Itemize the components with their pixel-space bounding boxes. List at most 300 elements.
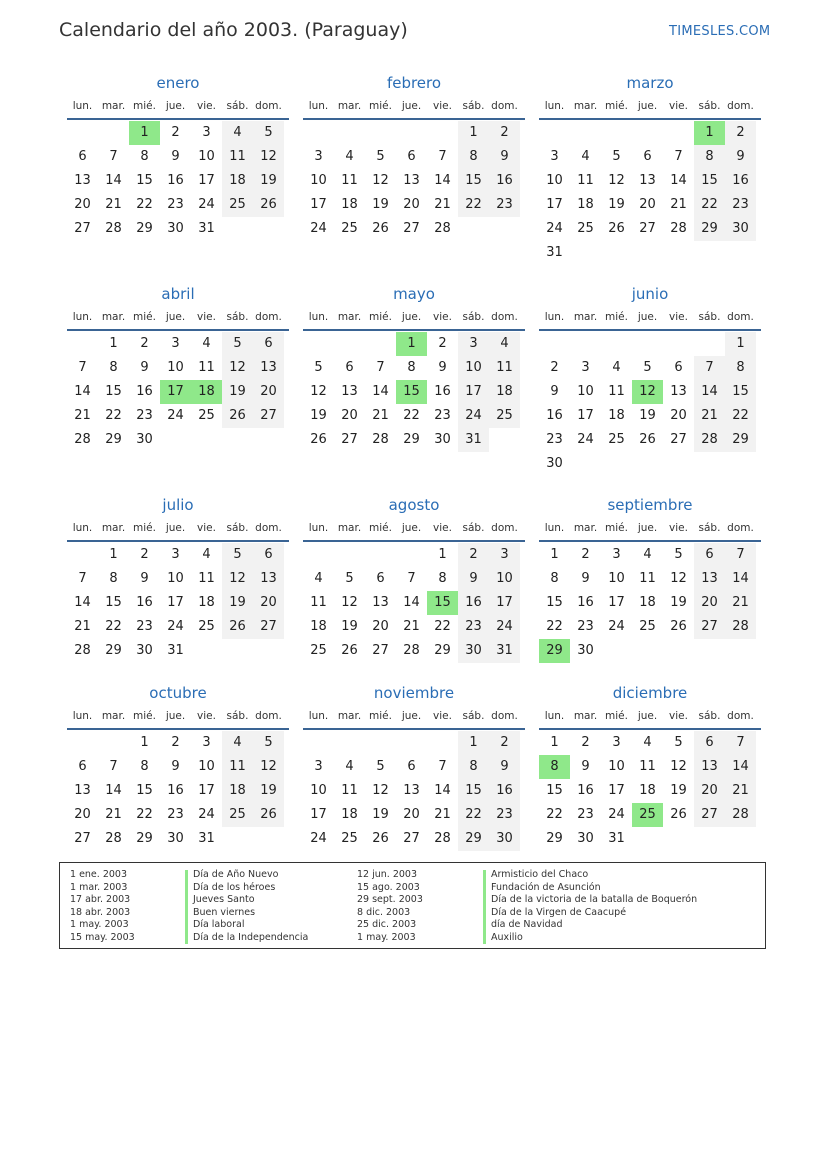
day-cell: 4 bbox=[643, 735, 652, 750]
empty-cell bbox=[365, 731, 396, 755]
weekday-label: mié. bbox=[133, 311, 156, 323]
month-noviembre bbox=[303, 682, 525, 851]
day-cell: 13 bbox=[74, 173, 91, 188]
empty-cell bbox=[539, 121, 570, 145]
day-cell: 17 bbox=[546, 197, 563, 212]
day-cell: 4 bbox=[222, 731, 253, 755]
day-cell: 10 bbox=[167, 571, 184, 586]
legend-color-bar bbox=[185, 870, 188, 944]
week-row bbox=[539, 543, 761, 567]
empty-cell bbox=[694, 452, 725, 476]
day-cell: 19 bbox=[608, 197, 625, 212]
empty-cell bbox=[365, 121, 396, 145]
day-cell: 12 bbox=[310, 384, 327, 399]
day-cell: 7 bbox=[407, 571, 416, 586]
day-cell: 31 bbox=[608, 831, 625, 846]
day-cell: 12 bbox=[253, 755, 284, 779]
weekday-label: vie. bbox=[197, 522, 216, 534]
header-divider bbox=[303, 118, 525, 120]
week-row bbox=[303, 779, 525, 803]
week-row bbox=[67, 428, 289, 452]
day-cell: 5 bbox=[674, 735, 683, 750]
day-cell: 7 bbox=[725, 543, 756, 567]
day-cell: 16 bbox=[167, 173, 184, 188]
day-cell: 3 bbox=[458, 332, 489, 356]
weekday-label: jue. bbox=[401, 710, 422, 722]
day-cell: 14 bbox=[434, 783, 451, 798]
day-cell: 1 bbox=[458, 731, 489, 755]
weekday-label: lun. bbox=[72, 100, 93, 112]
legend-date: 12 jun. 2003 bbox=[357, 869, 418, 880]
day-cell: 2 bbox=[438, 336, 447, 351]
day-cell: 11 bbox=[198, 571, 215, 586]
weekday-label: lun. bbox=[308, 311, 329, 323]
weekday-label: jue. bbox=[637, 100, 658, 112]
empty-cell bbox=[334, 543, 365, 567]
day-cell: 1 bbox=[438, 547, 447, 562]
week-row bbox=[539, 404, 761, 428]
day-cell: 6 bbox=[694, 543, 725, 567]
day-cell: 9 bbox=[140, 571, 149, 586]
empty-cell bbox=[601, 121, 632, 145]
weekday-label: vie. bbox=[197, 710, 216, 722]
month-julio bbox=[67, 494, 289, 663]
weekday-label: lun. bbox=[72, 311, 93, 323]
week-row bbox=[67, 332, 289, 356]
weekday-label: sáb. bbox=[462, 710, 485, 722]
empty-cell bbox=[725, 639, 756, 663]
day-cell: 1 bbox=[458, 121, 489, 145]
legend-date: 29 sept. 2003 bbox=[357, 894, 423, 905]
day-cell: 27 bbox=[253, 404, 284, 428]
week-row bbox=[303, 121, 525, 145]
day-cell: 17 bbox=[198, 783, 215, 798]
empty-cell bbox=[632, 639, 663, 663]
empty-cell bbox=[396, 543, 427, 567]
day-cell: 29 bbox=[546, 831, 563, 846]
day-cell: 6 bbox=[407, 149, 416, 164]
empty-cell bbox=[725, 241, 756, 265]
day-cell: 14 bbox=[403, 595, 420, 610]
weekday-label: vie. bbox=[433, 710, 452, 722]
day-cell: 9 bbox=[140, 360, 149, 375]
day-cell: 13 bbox=[670, 384, 687, 399]
day-cell: 24 bbox=[167, 408, 184, 423]
weekday-label: dom. bbox=[727, 311, 754, 323]
day-cell: 23 bbox=[458, 615, 489, 639]
day-cell: 12 bbox=[608, 173, 625, 188]
week-row bbox=[539, 452, 761, 476]
empty-cell bbox=[253, 827, 284, 851]
day-cell: 26 bbox=[253, 193, 284, 217]
legend-name: Día de la Independencia bbox=[193, 931, 309, 943]
header-divider bbox=[303, 728, 525, 730]
empty-cell bbox=[601, 241, 632, 265]
day-cell: 21 bbox=[725, 779, 756, 803]
header-divider bbox=[303, 329, 525, 331]
day-cell: 30 bbox=[458, 639, 489, 663]
header-divider bbox=[539, 329, 761, 331]
weekday-label: lun. bbox=[72, 710, 93, 722]
week-row bbox=[539, 121, 761, 145]
month-name: marzo bbox=[626, 74, 674, 92]
header-divider bbox=[67, 728, 289, 730]
day-cell: 4 bbox=[314, 571, 323, 586]
weekday-label: dom. bbox=[727, 522, 754, 534]
day-cell: 8 bbox=[109, 360, 118, 375]
day-cell: 10 bbox=[198, 149, 215, 164]
day-cell: 11 bbox=[310, 595, 327, 610]
empty-cell bbox=[98, 731, 129, 755]
day-cell: 17 bbox=[310, 807, 327, 822]
day-cell: 27 bbox=[694, 803, 725, 827]
day-cell: 9 bbox=[581, 759, 590, 774]
brand-link[interactable]: TIMESLES.COM bbox=[669, 24, 771, 39]
day-cell: 28 bbox=[670, 221, 687, 236]
empty-cell bbox=[396, 121, 427, 145]
weekday-label: mar. bbox=[101, 522, 126, 534]
day-cell: 14 bbox=[725, 567, 756, 591]
empty-cell bbox=[694, 241, 725, 265]
weekday-header bbox=[67, 306, 289, 328]
day-cell: 14 bbox=[372, 384, 389, 399]
empty-cell bbox=[725, 827, 756, 851]
weekday-label: dom. bbox=[491, 311, 518, 323]
day-cell: 20 bbox=[694, 779, 725, 803]
day-cell: 5 bbox=[253, 731, 284, 755]
month-marzo bbox=[539, 72, 761, 265]
empty-cell bbox=[663, 639, 694, 663]
month-septiembre bbox=[539, 494, 761, 663]
day-cell: 29 bbox=[105, 643, 122, 658]
weekday-label: sáb. bbox=[462, 522, 485, 534]
day-cell: 14 bbox=[74, 595, 91, 610]
weekday-label: vie. bbox=[669, 311, 688, 323]
day-cell: 29 bbox=[458, 827, 489, 851]
weekday-label: lun. bbox=[544, 522, 565, 534]
week-row bbox=[303, 803, 525, 827]
day-cell: 19 bbox=[222, 591, 253, 615]
day-cell: 18 bbox=[310, 619, 327, 634]
day-cell: 7 bbox=[376, 360, 385, 375]
day-cell: 16 bbox=[725, 169, 756, 193]
day-cell: 13 bbox=[403, 173, 420, 188]
weekday-label: vie. bbox=[197, 311, 216, 323]
legend-dates-right bbox=[357, 869, 423, 944]
empty-cell bbox=[427, 731, 458, 755]
week-row bbox=[67, 121, 289, 145]
day-cell: 15 bbox=[725, 380, 756, 404]
day-cell: 11 bbox=[198, 360, 215, 375]
month-agosto bbox=[303, 494, 525, 663]
day-cell: 20 bbox=[74, 807, 91, 822]
week-row bbox=[303, 827, 525, 851]
day-cell: 14 bbox=[105, 783, 122, 798]
day-cell: 26 bbox=[253, 803, 284, 827]
header-divider bbox=[67, 329, 289, 331]
day-cell: 3 bbox=[314, 759, 323, 774]
day-cell: 24 bbox=[458, 404, 489, 428]
empty-cell bbox=[253, 639, 284, 663]
week-row bbox=[539, 356, 761, 380]
empty-cell bbox=[570, 332, 601, 356]
empty-cell bbox=[694, 332, 725, 356]
weekday-label: jue. bbox=[165, 311, 186, 323]
weekday-label: vie. bbox=[433, 311, 452, 323]
day-cell: 31 bbox=[489, 639, 520, 663]
day-cell: 12 bbox=[222, 567, 253, 591]
weekday-label: mar. bbox=[573, 100, 598, 112]
day-cell: 6 bbox=[694, 731, 725, 755]
day-cell: 26 bbox=[608, 221, 625, 236]
day-cell: 25 bbox=[608, 432, 625, 447]
day-cell: 10 bbox=[198, 759, 215, 774]
day-cell: 12 bbox=[670, 571, 687, 586]
month-name: agosto bbox=[388, 496, 440, 514]
day-cell: 31 bbox=[458, 428, 489, 452]
legend-name: Fundación de Asunción bbox=[491, 881, 601, 893]
month-mayo bbox=[303, 283, 525, 452]
legend-date: 1 ene. 2003 bbox=[70, 869, 127, 880]
holiday-day-cell: 1 bbox=[396, 332, 427, 356]
day-cell: 8 bbox=[140, 759, 149, 774]
day-cell: 22 bbox=[105, 619, 122, 634]
weekday-label: jue. bbox=[165, 100, 186, 112]
day-cell: 4 bbox=[345, 149, 354, 164]
weekday-header bbox=[303, 95, 525, 117]
weekday-label: mar. bbox=[101, 710, 126, 722]
day-cell: 21 bbox=[694, 404, 725, 428]
day-cell: 13 bbox=[341, 384, 358, 399]
week-row bbox=[67, 615, 289, 639]
day-cell: 5 bbox=[345, 571, 354, 586]
legend-date: 25 dic. 2003 bbox=[357, 919, 417, 930]
day-cell: 4 bbox=[222, 121, 253, 145]
day-cell: 15 bbox=[458, 779, 489, 803]
day-cell: 15 bbox=[546, 783, 563, 798]
weekday-label: jue. bbox=[637, 522, 658, 534]
day-cell: 20 bbox=[74, 197, 91, 212]
day-cell: 4 bbox=[202, 547, 211, 562]
week-row bbox=[67, 731, 289, 755]
day-cell: 22 bbox=[403, 408, 420, 423]
month-name: septiembre bbox=[607, 496, 693, 514]
holiday-day-cell: 15 bbox=[396, 380, 427, 404]
week-row bbox=[303, 332, 525, 356]
day-cell: 22 bbox=[136, 807, 153, 822]
day-cell: 18 bbox=[198, 595, 215, 610]
empty-cell bbox=[191, 639, 222, 663]
weekday-label: dom. bbox=[491, 710, 518, 722]
week-row bbox=[67, 217, 289, 241]
day-cell: 22 bbox=[546, 619, 563, 634]
legend-name: Armisticio del Chaco bbox=[491, 869, 589, 880]
day-cell: 18 bbox=[222, 779, 253, 803]
day-cell: 28 bbox=[105, 221, 122, 236]
header-divider bbox=[539, 540, 761, 542]
day-cell: 3 bbox=[171, 547, 180, 562]
day-cell: 30 bbox=[136, 432, 153, 447]
day-cell: 14 bbox=[670, 173, 687, 188]
month-name: octubre bbox=[149, 684, 207, 702]
day-cell: 2 bbox=[171, 735, 180, 750]
week-row bbox=[67, 779, 289, 803]
week-row bbox=[303, 591, 525, 615]
empty-cell bbox=[67, 543, 98, 567]
week-row bbox=[303, 404, 525, 428]
weekday-label: mié. bbox=[605, 100, 628, 112]
day-cell: 18 bbox=[341, 807, 358, 822]
weekday-label: mar. bbox=[573, 311, 598, 323]
day-cell: 7 bbox=[78, 360, 87, 375]
header-divider bbox=[539, 728, 761, 730]
day-cell: 1 bbox=[109, 547, 118, 562]
day-cell: 17 bbox=[458, 380, 489, 404]
day-cell: 21 bbox=[725, 591, 756, 615]
empty-cell bbox=[303, 731, 334, 755]
day-cell: 5 bbox=[314, 360, 323, 375]
day-cell: 16 bbox=[489, 169, 520, 193]
holiday-day-cell: 15 bbox=[427, 591, 458, 615]
weekday-label: dom. bbox=[727, 100, 754, 112]
day-cell: 22 bbox=[725, 404, 756, 428]
empty-cell bbox=[253, 428, 284, 452]
day-cell: 23 bbox=[577, 619, 594, 634]
day-cell: 11 bbox=[639, 759, 656, 774]
week-row bbox=[67, 755, 289, 779]
week-row bbox=[67, 567, 289, 591]
weekday-label: sáb. bbox=[698, 100, 721, 112]
day-cell: 1 bbox=[725, 332, 756, 356]
day-cell: 17 bbox=[608, 595, 625, 610]
day-cell: 21 bbox=[403, 619, 420, 634]
legend-color-bar bbox=[483, 870, 486, 944]
day-cell: 8 bbox=[109, 571, 118, 586]
day-cell: 8 bbox=[550, 571, 559, 586]
day-cell: 21 bbox=[105, 807, 122, 822]
weekday-label: dom. bbox=[491, 100, 518, 112]
empty-cell bbox=[632, 827, 663, 851]
day-cell: 23 bbox=[725, 193, 756, 217]
month-name: noviembre bbox=[373, 684, 455, 702]
day-cell: 8 bbox=[458, 755, 489, 779]
day-cell: 18 bbox=[639, 595, 656, 610]
day-cell: 26 bbox=[222, 404, 253, 428]
week-row bbox=[539, 145, 761, 169]
day-cell: 19 bbox=[310, 408, 327, 423]
legend-name: Jueves Santo bbox=[193, 894, 255, 905]
weekday-label: lun. bbox=[544, 100, 565, 112]
month-octubre bbox=[67, 682, 289, 851]
holiday-day-cell: 1 bbox=[129, 121, 160, 145]
empty-cell bbox=[663, 827, 694, 851]
weekday-label: dom. bbox=[255, 522, 282, 534]
header-divider bbox=[67, 118, 289, 120]
weekday-header bbox=[67, 517, 289, 539]
day-cell: 18 bbox=[608, 408, 625, 423]
day-cell: 24 bbox=[310, 831, 327, 846]
weekday-label: jue. bbox=[401, 522, 422, 534]
day-cell: 27 bbox=[74, 221, 91, 236]
day-cell: 19 bbox=[253, 169, 284, 193]
day-cell: 3 bbox=[202, 735, 211, 750]
day-cell: 10 bbox=[489, 567, 520, 591]
day-cell: 2 bbox=[458, 543, 489, 567]
day-cell: 7 bbox=[438, 149, 447, 164]
day-cell: 25 bbox=[341, 831, 358, 846]
weekday-label: lun. bbox=[308, 522, 329, 534]
holiday-day-cell: 1 bbox=[694, 121, 725, 145]
weekday-label: jue. bbox=[165, 522, 186, 534]
day-cell: 21 bbox=[434, 197, 451, 212]
day-cell: 24 bbox=[167, 619, 184, 634]
day-cell: 19 bbox=[253, 779, 284, 803]
day-cell: 23 bbox=[546, 432, 563, 447]
day-cell: 29 bbox=[403, 432, 420, 447]
day-cell: 20 bbox=[341, 408, 358, 423]
day-cell: 8 bbox=[140, 149, 149, 164]
day-cell: 25 bbox=[222, 193, 253, 217]
day-cell: 26 bbox=[639, 432, 656, 447]
day-cell: 2 bbox=[489, 121, 520, 145]
month-name: febrero bbox=[386, 74, 442, 92]
weekday-label: vie. bbox=[433, 100, 452, 112]
week-row bbox=[539, 803, 761, 827]
empty-cell bbox=[489, 217, 520, 241]
weekday-label: mar. bbox=[337, 311, 362, 323]
day-cell: 7 bbox=[78, 571, 87, 586]
day-cell: 19 bbox=[670, 783, 687, 798]
day-cell: 7 bbox=[725, 731, 756, 755]
weekday-label: vie. bbox=[669, 100, 688, 112]
day-cell: 13 bbox=[74, 783, 91, 798]
week-row bbox=[67, 827, 289, 851]
week-row bbox=[67, 145, 289, 169]
weekday-header bbox=[67, 95, 289, 117]
day-cell: 7 bbox=[674, 149, 683, 164]
day-cell: 13 bbox=[253, 567, 284, 591]
empty-cell bbox=[303, 543, 334, 567]
day-cell: 20 bbox=[403, 197, 420, 212]
day-cell: 2 bbox=[140, 547, 149, 562]
day-cell: 10 bbox=[167, 360, 184, 375]
day-cell: 18 bbox=[222, 169, 253, 193]
day-cell: 27 bbox=[403, 831, 420, 846]
day-cell: 6 bbox=[674, 360, 683, 375]
week-row bbox=[303, 615, 525, 639]
day-cell: 3 bbox=[550, 149, 559, 164]
empty-cell bbox=[632, 452, 663, 476]
day-cell: 2 bbox=[550, 360, 559, 375]
day-cell: 17 bbox=[167, 595, 184, 610]
weekday-label: dom. bbox=[255, 311, 282, 323]
day-cell: 18 bbox=[639, 783, 656, 798]
week-row bbox=[303, 217, 525, 241]
weekday-label: sáb. bbox=[462, 100, 485, 112]
day-cell: 6 bbox=[643, 149, 652, 164]
header-divider bbox=[67, 540, 289, 542]
weekday-label: dom. bbox=[727, 710, 754, 722]
weekday-header bbox=[303, 517, 525, 539]
weekday-label: mié. bbox=[133, 710, 156, 722]
weekday-label: mié. bbox=[605, 311, 628, 323]
day-cell: 14 bbox=[74, 384, 91, 399]
day-cell: 16 bbox=[577, 595, 594, 610]
empty-cell bbox=[365, 543, 396, 567]
day-cell: 7 bbox=[109, 149, 118, 164]
day-cell: 17 bbox=[608, 783, 625, 798]
day-cell: 25 bbox=[489, 404, 520, 428]
